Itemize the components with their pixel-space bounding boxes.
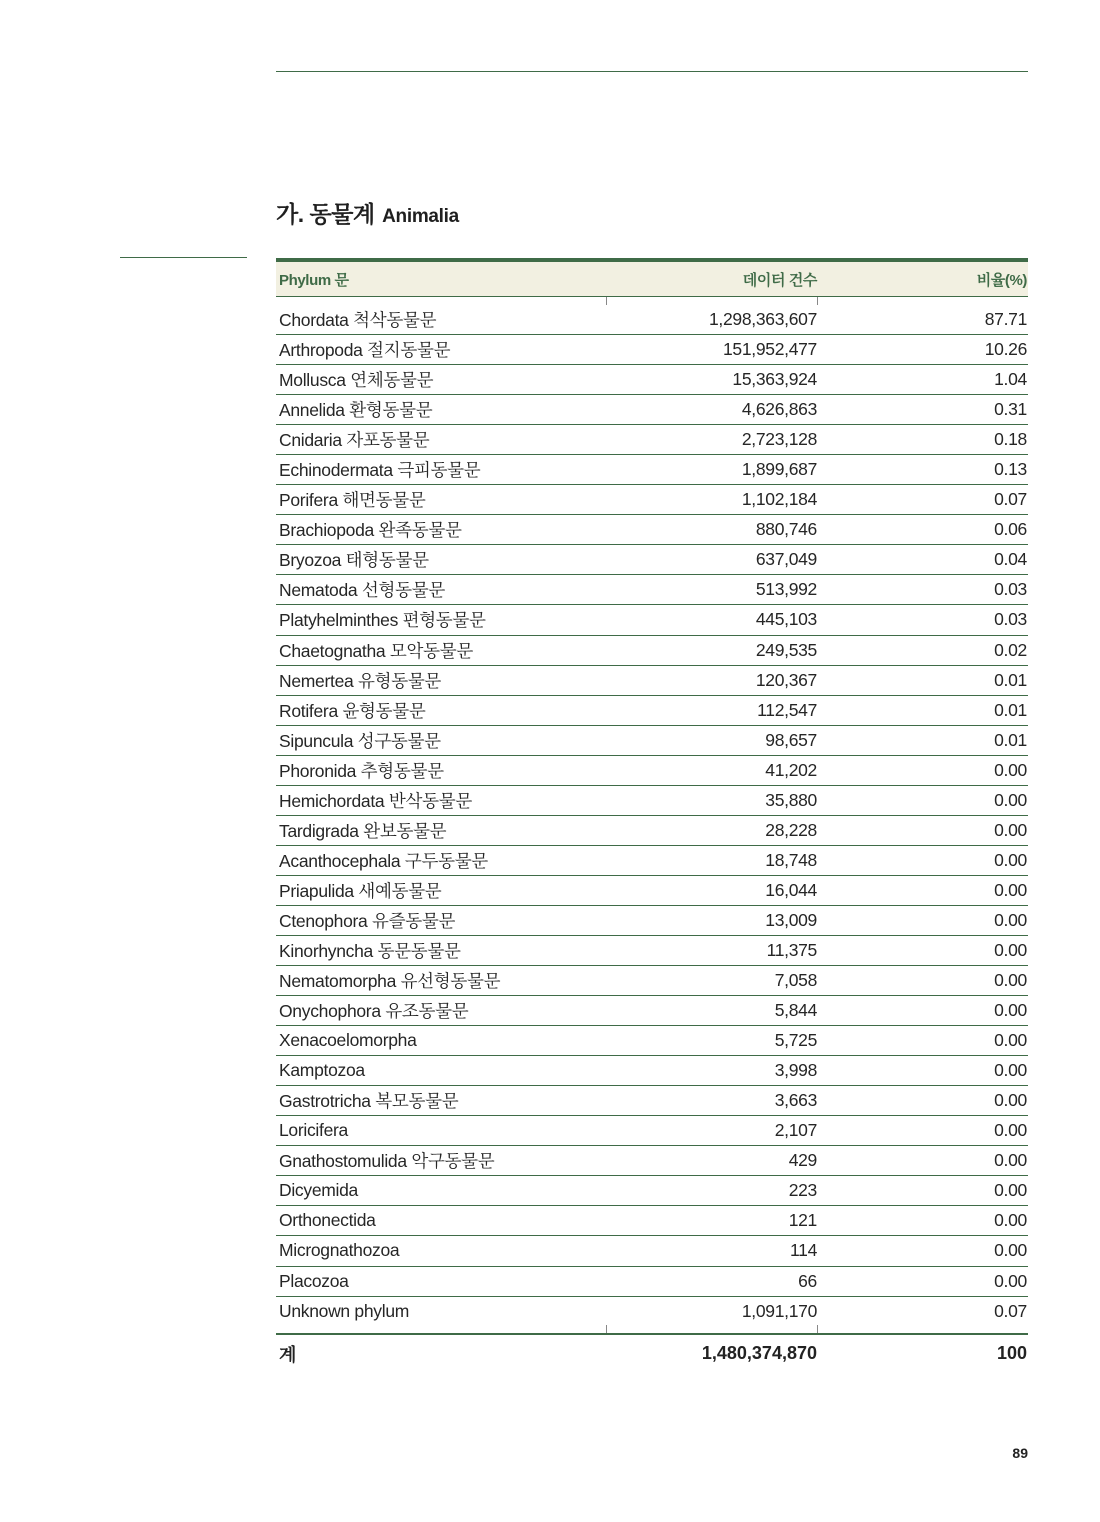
table-row <box>276 575 1028 605</box>
ratio-cell: 0.13 <box>994 459 1027 480</box>
table-row <box>276 1267 1028 1297</box>
table-row <box>276 696 1028 726</box>
total-label: 계 <box>279 1344 297 1365</box>
table-row <box>276 515 1028 545</box>
table-row <box>276 455 1028 485</box>
ratio-cell: 0.00 <box>994 1210 1027 1231</box>
count-cell: 1,899,687 <box>741 459 817 480</box>
table-row <box>276 756 1028 786</box>
phylum-cell: Nemertea 유형동물문 <box>279 670 442 691</box>
ratio-cell: 0.06 <box>994 519 1027 540</box>
ratio-cell: 0.00 <box>994 1120 1027 1141</box>
phylum-cell: Cnidaria 자포동물문 <box>279 430 430 451</box>
table-row <box>276 1116 1028 1146</box>
count-cell: 3,998 <box>774 1060 817 1081</box>
table-row <box>276 365 1028 395</box>
count-cell: 151,952,477 <box>722 339 817 360</box>
count-cell: 445,103 <box>755 609 817 630</box>
count-cell: 11,375 <box>766 940 817 960</box>
table-body <box>276 297 1028 1327</box>
ratio-cell: 0.00 <box>994 849 1027 870</box>
phylum-cell: Arthropoda 절지동물문 <box>279 340 451 361</box>
count-cell: 4,626,863 <box>741 399 817 420</box>
table-row <box>276 1236 1028 1266</box>
count-cell: 7,058 <box>774 970 817 991</box>
table-row <box>276 966 1028 996</box>
table-row <box>276 605 1028 635</box>
count-cell: 18,748 <box>765 849 817 870</box>
ratio-cell: 87.71 <box>984 309 1027 330</box>
table-row <box>276 545 1028 575</box>
ratio-cell: 0.31 <box>994 399 1027 420</box>
side-rule <box>120 257 247 258</box>
count-cell: 1,102,184 <box>741 489 817 510</box>
count-cell: 35,880 <box>765 789 817 810</box>
count-cell: 121 <box>788 1210 817 1231</box>
count-cell: 98,657 <box>765 729 817 750</box>
count-cell: 880,746 <box>755 519 817 540</box>
table-row <box>276 1176 1028 1206</box>
ratio-cell: 0.00 <box>994 759 1027 780</box>
count-cell: 5,725 <box>774 1030 817 1051</box>
count-cell: 3,663 <box>774 1090 817 1111</box>
count-cell: 41,202 <box>765 759 817 780</box>
table-row <box>276 335 1028 365</box>
count-cell: 2,723,128 <box>741 429 817 450</box>
ratio-cell: 0.00 <box>994 970 1027 991</box>
phylum-cell: Priapulida 새예동물문 <box>279 880 442 901</box>
phylum-cell: Kinorhyncha 동문동물문 <box>279 941 461 961</box>
ratio-cell: 0.01 <box>994 729 1027 750</box>
ratio-cell: 0.00 <box>994 1000 1027 1021</box>
section-title-ko: 가. 동물계 <box>276 201 375 227</box>
phylum-cell: Xenacoelomorpha <box>279 1030 417 1051</box>
count-cell: 66 <box>798 1270 817 1291</box>
ratio-cell: 0.04 <box>994 549 1027 570</box>
table-header <box>276 258 1028 297</box>
ratio-cell: 0.18 <box>994 429 1027 450</box>
table-row <box>276 936 1028 966</box>
phylum-cell: Porifera 해면동물문 <box>279 490 426 511</box>
count-cell: 5,844 <box>774 1000 817 1021</box>
table-total-row <box>276 1333 1028 1373</box>
table-row <box>276 305 1028 335</box>
ratio-cell: 0.00 <box>994 1090 1027 1111</box>
table-row <box>276 1056 1028 1086</box>
table-row <box>276 636 1028 666</box>
phylum-cell: Loricifera <box>279 1120 348 1141</box>
ratio-cell: 0.07 <box>994 1301 1027 1322</box>
phylum-cell: Bryozoa 태형동물문 <box>279 550 429 571</box>
ratio-cell: 0.00 <box>994 1060 1027 1081</box>
count-cell: 2,107 <box>774 1120 817 1141</box>
phylum-cell: Sipuncula 성구동물문 <box>279 730 441 751</box>
phylum-cell: Hemichordata 반삭동물문 <box>279 790 472 811</box>
phylum-cell: Echinodermata 극피동물문 <box>279 460 481 481</box>
count-cell: 513,992 <box>755 579 817 600</box>
count-cell: 120,367 <box>755 669 817 690</box>
ratio-cell: 1.04 <box>994 369 1027 390</box>
phylum-table <box>276 258 1028 1373</box>
ratio-cell: 0.00 <box>994 909 1027 930</box>
count-cell: 429 <box>788 1150 817 1171</box>
table-row <box>276 395 1028 425</box>
phylum-cell: Tardigrada 완보동물문 <box>279 820 447 841</box>
header-ratio: 비율(%) <box>976 271 1027 289</box>
phylum-cell: Chaetognatha 모악동물문 <box>279 640 473 661</box>
ratio-cell: 10.26 <box>984 339 1027 360</box>
phylum-cell: Brachiopoda 완족동물문 <box>279 520 462 541</box>
table-row <box>276 1297 1028 1327</box>
header-count: 데이터 건수 <box>742 271 817 289</box>
header-divider-tick <box>817 297 818 305</box>
table-row <box>276 816 1028 846</box>
count-cell: 223 <box>788 1180 817 1201</box>
ratio-cell: 0.00 <box>994 1030 1027 1051</box>
phylum-cell: Mollusca 연체동물문 <box>279 370 434 391</box>
ratio-cell: 0.02 <box>994 639 1027 660</box>
phylum-cell: Placozoa <box>279 1270 349 1291</box>
table-row <box>276 846 1028 876</box>
phylum-cell: Nematomorpha 유선형동물문 <box>279 971 501 992</box>
table-row <box>276 1146 1028 1176</box>
total-ratio: 100 <box>996 1343 1027 1364</box>
count-cell: 28,228 <box>765 819 817 840</box>
ratio-cell: 0.00 <box>994 1180 1027 1201</box>
table-row <box>276 1086 1028 1116</box>
count-cell: 1,091,170 <box>741 1301 817 1322</box>
phylum-cell: Rotifera 윤형동물문 <box>279 700 426 721</box>
phylum-cell: Nematoda 선형동물문 <box>279 580 445 601</box>
table-row <box>276 1206 1028 1236</box>
count-cell: 1,298,363,607 <box>708 309 817 330</box>
section-title-en: Animalia <box>382 206 459 227</box>
table-row <box>276 786 1028 816</box>
table-row <box>276 425 1028 455</box>
table-row <box>276 485 1028 515</box>
phylum-cell: Acanthocephala 구두동물문 <box>279 850 488 871</box>
phylum-cell: Orthonectida <box>279 1210 376 1231</box>
table-row <box>276 1026 1028 1056</box>
ratio-cell: 0.00 <box>994 1150 1027 1171</box>
count-cell: 249,535 <box>755 639 817 660</box>
ratio-cell: 0.01 <box>994 699 1027 720</box>
table-row <box>276 876 1028 906</box>
table-row <box>276 996 1028 1026</box>
ratio-cell: 0.00 <box>994 789 1027 810</box>
ratio-cell: 0.00 <box>994 1240 1027 1261</box>
table-row <box>276 906 1028 936</box>
phylum-cell: Gastrotricha 복모동물문 <box>279 1091 459 1112</box>
header-divider-tick <box>606 297 607 305</box>
phylum-cell: Dicyemida <box>279 1180 358 1201</box>
table-row <box>276 666 1028 696</box>
ratio-cell: 0.03 <box>994 579 1027 600</box>
footer-divider-tick <box>606 1325 607 1333</box>
ratio-cell: 0.03 <box>994 609 1027 630</box>
phylum-cell: Chordata 척삭동물문 <box>279 310 437 331</box>
ratio-cell: 0.00 <box>994 940 1027 960</box>
ratio-cell: 0.01 <box>994 669 1027 690</box>
count-cell: 112,547 <box>757 699 817 720</box>
total-count: 1,480,374,870 <box>701 1343 817 1364</box>
page-number: 89 <box>1012 1445 1028 1461</box>
ratio-cell: 0.00 <box>994 1270 1027 1291</box>
ratio-cell: 0.07 <box>994 489 1027 510</box>
count-cell: 114 <box>790 1240 817 1261</box>
phylum-cell: Annelida 환형동물문 <box>279 400 433 421</box>
count-cell: 637,049 <box>755 549 817 570</box>
top-rule <box>276 71 1028 72</box>
ratio-cell: 0.00 <box>994 819 1027 840</box>
phylum-cell: Kamptozoa <box>279 1060 365 1081</box>
phylum-cell: Unknown phylum <box>279 1301 410 1322</box>
phylum-cell: Gnathostomulida 악구동물문 <box>279 1151 495 1172</box>
phylum-cell: Onychophora 유조동물문 <box>279 1001 469 1022</box>
count-cell: 13,009 <box>765 909 817 930</box>
ratio-cell: 0.00 <box>994 879 1027 900</box>
phylum-cell: Micrognathozoa <box>279 1240 400 1261</box>
table-row <box>276 726 1028 756</box>
phylum-cell: Ctenophora 유즐동물문 <box>279 910 456 931</box>
footer-divider-tick <box>817 1325 818 1333</box>
count-cell: 15,363,924 <box>732 369 817 390</box>
count-cell: 16,044 <box>765 879 817 900</box>
header-phylum: Phylum 문 <box>279 271 349 289</box>
phylum-cell: Platyhelminthes 편형동물문 <box>279 610 486 631</box>
phylum-cell: Phoronida 추형동물문 <box>279 760 444 781</box>
section-title <box>276 196 459 229</box>
